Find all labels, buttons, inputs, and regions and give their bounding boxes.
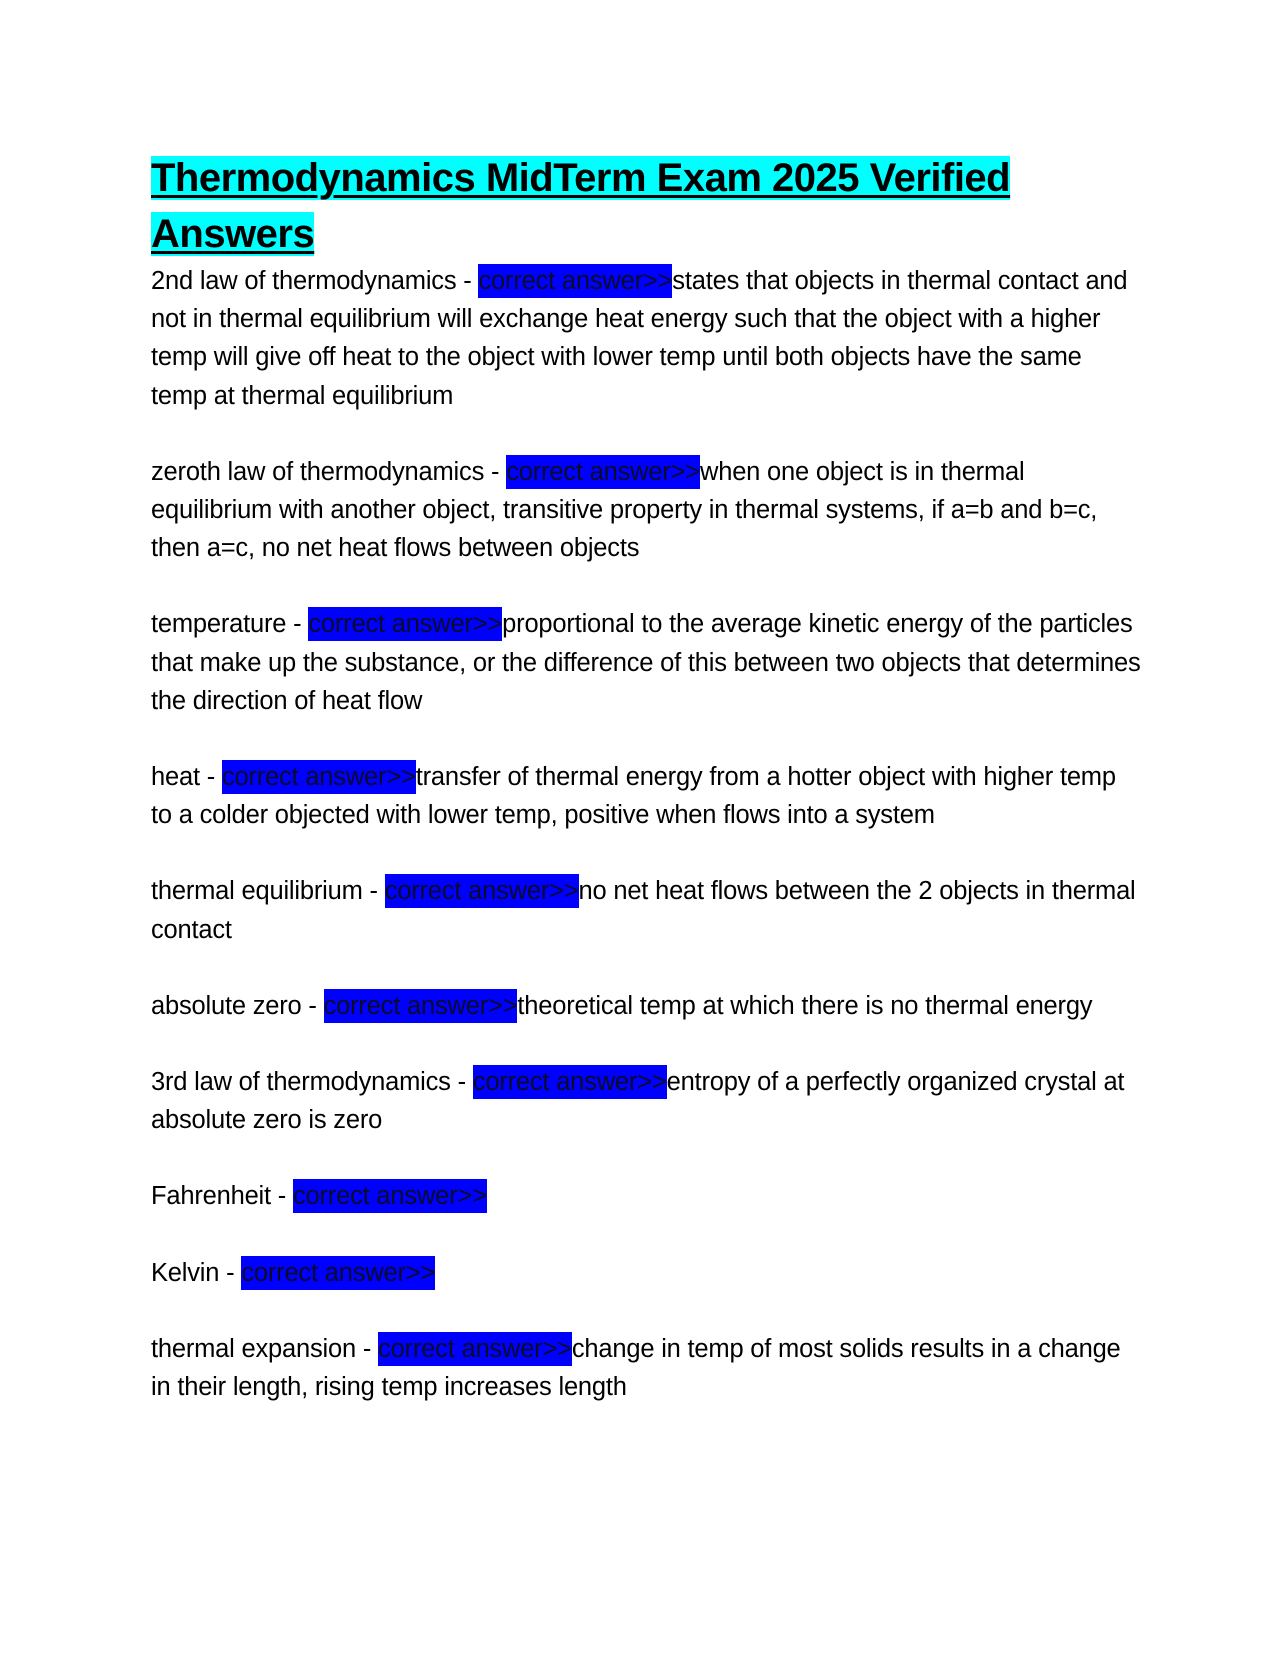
definition: entropy of a perfectly organized crystal at absolute zero is zero	[151, 1068, 1125, 1135]
separator: -	[456, 267, 479, 295]
answer-marker: correct answer>>	[222, 760, 416, 794]
term: heat	[151, 763, 200, 792]
entry	[151, 872, 1141, 948]
term: Fahrenheit	[151, 1182, 271, 1211]
answer-marker: correct answer>>	[293, 1179, 487, 1213]
entry	[151, 453, 1141, 568]
document-title: Thermodynamics MidTerm Exam 2025 Verified Answers	[151, 156, 1011, 256]
answer-marker: correct answer>>	[385, 874, 579, 908]
document-page	[151, 150, 1141, 1444]
definition: proportional to the average kinetic energy of the particles that make up the substance, or the difference of this between two objects that determines the direction of heat flow	[151, 610, 1141, 715]
separator: -	[450, 1068, 473, 1097]
entry	[151, 758, 1141, 834]
separator: -	[219, 1258, 242, 1287]
separator: -	[270, 1182, 293, 1211]
entry	[151, 605, 1141, 720]
answer-marker: correct answer>>	[241, 1256, 435, 1290]
answer-marker: correct answer>>	[506, 455, 700, 489]
answer-marker: correct answer>>	[308, 607, 502, 641]
entry	[151, 1177, 1141, 1215]
term: 3rd law of thermodynamics	[151, 1068, 451, 1097]
term: 2nd law of thermodynamics	[151, 267, 457, 295]
separator: -	[286, 610, 309, 639]
entry	[151, 1254, 1141, 1292]
definition: theoretical temp at which there is no thermal energy	[517, 991, 1093, 1020]
separator: -	[301, 991, 324, 1020]
definition: states that objects in thermal contact and not in thermal equilibrium will exchange heat energy such that the object with a higher temp will give off heat to the object with lower temp until both objects have the same temp at thermal equilibrium	[151, 267, 1128, 410]
definition: when one object is in thermal equilibrium with another object, transitive property in thermal systems, if a=b and b=c, then a=c, no net heat flows between objects	[151, 457, 1098, 563]
answer-marker: correct answer>>	[378, 1332, 572, 1366]
definition: no net heat flows between the 2 objects in thermal contact	[151, 877, 1136, 944]
entry	[151, 262, 1141, 415]
entries-list	[151, 262, 1141, 1406]
separator: -	[199, 763, 222, 792]
answer-marker: correct answer>>	[478, 264, 672, 298]
answer-marker: correct answer>>	[473, 1065, 667, 1099]
term: thermal equilibrium	[151, 877, 363, 906]
entry	[151, 1330, 1141, 1406]
entry	[151, 1063, 1141, 1139]
entry	[151, 987, 1141, 1025]
separator: -	[484, 457, 507, 486]
term: absolute zero	[151, 991, 302, 1020]
term: Kelvin	[151, 1258, 220, 1287]
separator: -	[355, 1334, 379, 1363]
answer-marker: correct answer>>	[324, 989, 518, 1023]
term: zeroth law of thermodynamics	[151, 457, 485, 486]
definition: transfer of thermal energy from a hotter object with higher temp to a colder objected with lower temp, positive when flows into a system	[151, 763, 1116, 830]
term: thermal expansion	[151, 1334, 356, 1363]
term: temperature	[151, 610, 287, 639]
separator: -	[362, 877, 385, 906]
definition: change in temp of most solids results in a change in their length, rising temp increases length	[151, 1334, 1121, 1402]
